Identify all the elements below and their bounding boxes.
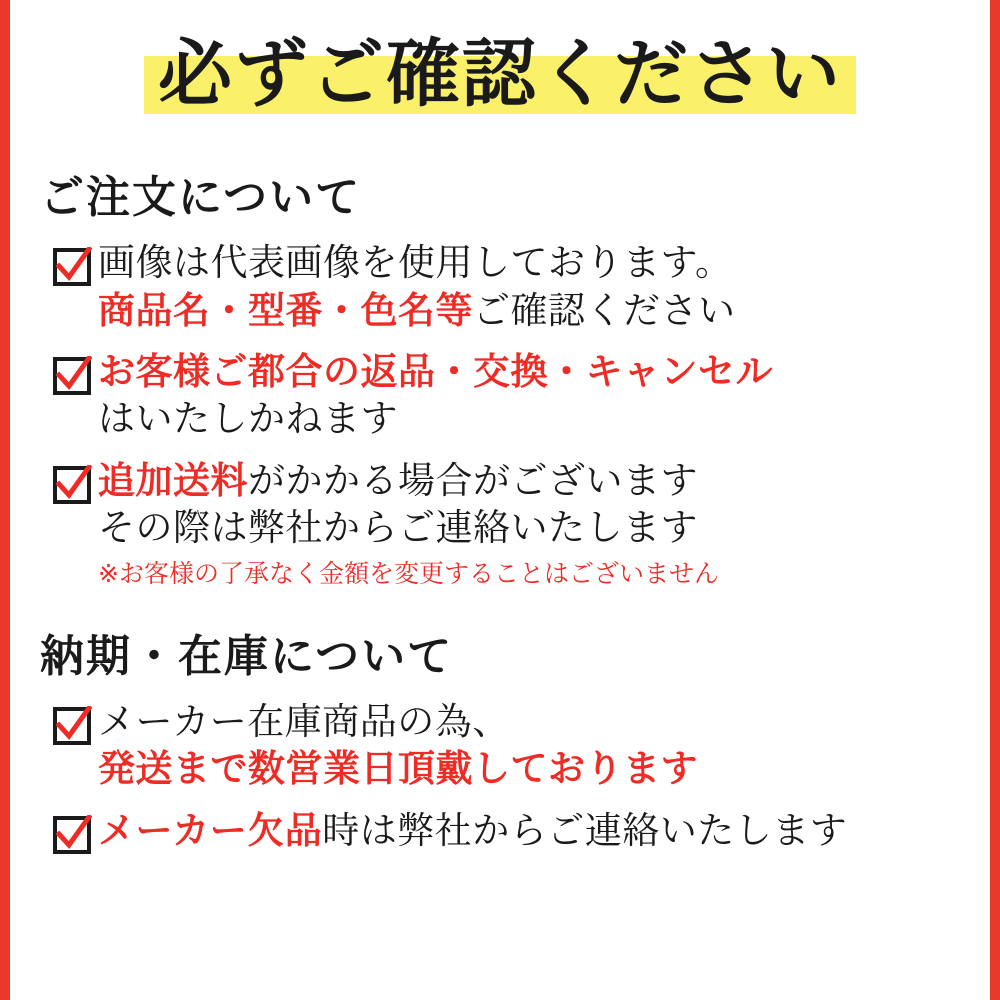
list-item-lines — [98, 348, 990, 443]
list-item-lines — [98, 807, 990, 854]
checkbox-checked-icon — [52, 356, 92, 396]
list-item-line — [98, 807, 990, 854]
list-item-line-rest: ご確認ください — [473, 288, 736, 332]
list-item-line-rest: 時は弊社からご連絡いたします — [322, 808, 848, 852]
red-border-right — [990, 0, 1000, 1000]
list-item-line-rest: がかかる場合がございます — [248, 458, 698, 502]
list-item — [52, 348, 990, 443]
checkbox-checked-icon — [52, 247, 92, 287]
page-title-text: 必ずご確認ください — [158, 31, 842, 117]
list-item-note: ※お客様の了承なく金額を変更することはございません — [98, 558, 719, 588]
checkbox-checked-icon — [52, 815, 92, 855]
checkbox-checked-icon — [52, 706, 92, 746]
page-title — [144, 31, 856, 117]
list-item-line: はいたしかねます — [98, 397, 398, 441]
list-item-line — [98, 457, 990, 504]
list-item-lines — [98, 239, 990, 334]
checkbox-checked-icon — [52, 465, 92, 505]
notice-page — [10, 0, 990, 1000]
list-item — [52, 457, 990, 590]
list-item-line-emphasis: メーカー欠品 — [98, 808, 323, 852]
list-item-line: 画像は代表画像を使用しております。 — [98, 241, 733, 285]
section-heading-order: ご注文について — [40, 172, 362, 224]
list-item-lines — [98, 457, 990, 590]
list-item-lines — [98, 698, 990, 793]
list-item-line: その際は弊社からご連絡いたします — [98, 506, 698, 550]
list-item-line-emphasis: 追加送料 — [98, 458, 248, 502]
list-item — [52, 239, 990, 334]
section-heading-delivery: 納期・在庫について — [40, 631, 454, 683]
list-item-line: メーカー在庫商品の為、 — [98, 700, 510, 744]
list-item-line: 発送まで数営業日頂戴しております — [98, 747, 698, 791]
list-item-line-emphasis: 商品名・型番・色名等 — [98, 288, 473, 332]
red-border-left — [0, 0, 10, 1000]
list-item — [52, 698, 990, 793]
list-item — [52, 807, 990, 855]
list-item-line — [98, 287, 990, 334]
list-item-line: お客様ご都合の返品・交換・キャンセル — [98, 350, 773, 394]
page-title-wrap — [10, 0, 990, 115]
